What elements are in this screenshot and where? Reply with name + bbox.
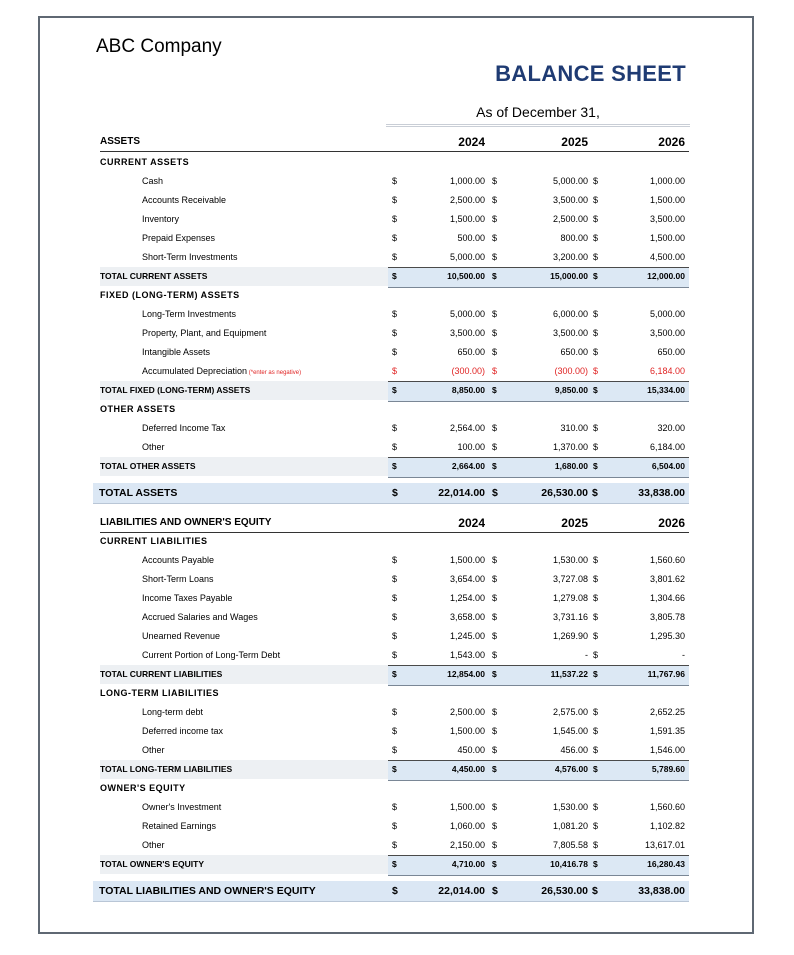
line-item-label: Income Taxes Payable bbox=[142, 593, 233, 603]
currency-symbol: $ bbox=[593, 385, 598, 395]
line-item-label: Retained Earnings bbox=[142, 821, 217, 831]
line-item bbox=[100, 798, 689, 817]
subtotal-label: TOTAL OWNER'S EQUITY bbox=[100, 859, 205, 869]
currency-symbol: $ bbox=[392, 461, 397, 471]
currency-symbol: $ bbox=[492, 593, 498, 603]
currency-symbol: $ bbox=[392, 309, 398, 319]
amount-value: 2,652.25 bbox=[649, 707, 685, 717]
amount-value: 450.00 bbox=[457, 745, 485, 755]
line-item-label: Accrued Salaries and Wages bbox=[142, 612, 258, 622]
currency-symbol: $ bbox=[492, 233, 498, 243]
amount-value: 100.00 bbox=[457, 442, 485, 452]
currency-symbol: $ bbox=[593, 555, 599, 565]
year-header: 2024 bbox=[458, 135, 485, 149]
currency-symbol: $ bbox=[392, 593, 398, 603]
currency-symbol: $ bbox=[593, 461, 598, 471]
currency-symbol: $ bbox=[593, 707, 599, 717]
currency-symbol: $ bbox=[392, 176, 398, 186]
amount-value: 1,500.00 bbox=[449, 726, 485, 736]
amount-value: 6,184.00 bbox=[649, 366, 685, 376]
currency-symbol: $ bbox=[593, 612, 599, 622]
currency-symbol: $ bbox=[392, 859, 397, 869]
grand-total-row bbox=[93, 881, 689, 902]
subtotal-value: 12,854.00 bbox=[447, 669, 485, 679]
amount-value: 1,370.00 bbox=[552, 442, 588, 452]
subsection-label: LONG-TERM LIABILITIES bbox=[100, 688, 219, 698]
line-item bbox=[100, 722, 689, 741]
subsection-title bbox=[100, 684, 689, 703]
amount-value: 1,269.90 bbox=[552, 631, 588, 641]
subtotal-label: TOTAL CURRENT LIABILITIES bbox=[100, 669, 223, 679]
amount-value: 1,500.00 bbox=[649, 233, 685, 243]
amount-value: 2,575.00 bbox=[552, 707, 588, 717]
currency-symbol: $ bbox=[492, 885, 498, 897]
subtotal-value: 8,850.00 bbox=[451, 385, 485, 395]
currency-symbol: $ bbox=[593, 271, 598, 281]
amount-value: 1,060.00 bbox=[449, 821, 485, 831]
subsection-title bbox=[100, 779, 689, 798]
amount-value: (300.00) bbox=[554, 366, 588, 376]
line-item bbox=[100, 438, 689, 457]
subtotal-value: 10,500.00 bbox=[447, 271, 485, 281]
subtotal-row bbox=[100, 267, 689, 286]
amount-value: 1,500.00 bbox=[449, 802, 485, 812]
subtotal-label: TOTAL LONG-TERM LIABILITIES bbox=[100, 764, 233, 774]
amount-value: 7,805.58 bbox=[552, 840, 588, 850]
line-item-label: Property, Plant, and Equipment bbox=[142, 328, 267, 338]
currency-symbol: $ bbox=[492, 821, 498, 831]
subtotal-value: 11,767.96 bbox=[647, 669, 685, 679]
grand-total-value: 33,838.00 bbox=[638, 885, 685, 897]
line-item-label: Unearned Revenue bbox=[142, 631, 221, 641]
line-item bbox=[100, 570, 689, 589]
amount-value: 3,658.00 bbox=[449, 612, 485, 622]
line-item-label: Accumulated Depreciation (*enter as negative) bbox=[142, 366, 302, 376]
currency-symbol: $ bbox=[492, 840, 498, 850]
amount-value: 3,727.08 bbox=[552, 574, 588, 584]
currency-symbol: $ bbox=[392, 885, 398, 897]
subtotal-fill bbox=[388, 665, 689, 686]
line-item bbox=[100, 362, 689, 381]
grand-total-value: 26,530.00 bbox=[541, 885, 588, 897]
currency-symbol: $ bbox=[392, 233, 398, 243]
amount-value: 800.00 bbox=[560, 233, 588, 243]
currency-symbol: $ bbox=[392, 328, 398, 338]
currency-symbol: $ bbox=[593, 574, 599, 584]
amount-value: 2,500.00 bbox=[552, 214, 588, 224]
line-item-label: Owner's Investment bbox=[142, 802, 222, 812]
line-item-label: Long-term debt bbox=[142, 707, 204, 717]
amount-value: 3,801.62 bbox=[649, 574, 685, 584]
line-item bbox=[100, 589, 689, 608]
line-item-label: Prepaid Expenses bbox=[142, 233, 216, 243]
amount-value: 3,500.00 bbox=[449, 328, 485, 338]
currency-symbol: $ bbox=[492, 631, 498, 641]
currency-symbol: $ bbox=[492, 442, 498, 452]
currency-symbol: $ bbox=[392, 366, 398, 376]
amount-value: 2,150.00 bbox=[449, 840, 485, 850]
subtotal-label: TOTAL FIXED (LONG-TERM) ASSETS bbox=[100, 385, 251, 395]
subtotal-label: TOTAL OTHER ASSETS bbox=[100, 461, 196, 471]
grand-total-value: 33,838.00 bbox=[638, 487, 685, 499]
amount-value: 13,617.01 bbox=[644, 840, 685, 850]
currency-symbol: $ bbox=[392, 840, 398, 850]
subtotal-fill bbox=[388, 267, 689, 288]
subtotal-value: 2,664.00 bbox=[451, 461, 485, 471]
line-item bbox=[100, 741, 689, 760]
currency-symbol: $ bbox=[392, 669, 397, 679]
currency-symbol: $ bbox=[593, 631, 599, 641]
amount-value: 5,000.00 bbox=[449, 252, 485, 262]
amount-value: 1,560.60 bbox=[649, 802, 685, 812]
currency-symbol: $ bbox=[593, 821, 599, 831]
subtotal-value: 11,537.22 bbox=[550, 669, 588, 679]
currency-symbol: $ bbox=[593, 840, 599, 850]
currency-symbol: $ bbox=[392, 650, 398, 660]
year-header: 2026 bbox=[658, 516, 685, 530]
liabilities-header bbox=[100, 511, 689, 533]
currency-symbol: $ bbox=[593, 195, 599, 205]
currency-symbol: $ bbox=[492, 612, 498, 622]
line-item bbox=[100, 551, 689, 570]
subtotal-fill bbox=[388, 855, 689, 876]
line-item bbox=[100, 836, 689, 855]
subsection-title bbox=[100, 532, 689, 551]
year-header: 2025 bbox=[561, 135, 588, 149]
amount-value: 650.00 bbox=[457, 347, 485, 357]
currency-symbol: $ bbox=[492, 328, 498, 338]
amount-value: 3,500.00 bbox=[649, 328, 685, 338]
currency-symbol: $ bbox=[593, 309, 599, 319]
subsection-label: OWNER'S EQUITY bbox=[100, 783, 186, 793]
currency-symbol: $ bbox=[392, 423, 398, 433]
currency-symbol: $ bbox=[392, 271, 397, 281]
currency-symbol: $ bbox=[392, 612, 398, 622]
amount-value: 6,000.00 bbox=[552, 309, 588, 319]
currency-symbol: $ bbox=[392, 745, 398, 755]
line-item bbox=[100, 172, 689, 191]
amount-value: 500.00 bbox=[457, 233, 485, 243]
currency-symbol: $ bbox=[392, 726, 398, 736]
currency-symbol: $ bbox=[593, 214, 599, 224]
amount-value: 5,000.00 bbox=[649, 309, 685, 319]
currency-symbol: $ bbox=[392, 347, 398, 357]
amount-value: 3,500.00 bbox=[552, 195, 588, 205]
as-of-date: As of December 31, bbox=[386, 104, 690, 127]
currency-symbol: $ bbox=[492, 707, 498, 717]
subtotal-value: 4,576.00 bbox=[554, 764, 588, 774]
amount-value: 1,530.00 bbox=[552, 555, 588, 565]
amount-value: 650.00 bbox=[560, 347, 588, 357]
subtotal-fill bbox=[388, 760, 689, 781]
amount-value: 2,500.00 bbox=[449, 707, 485, 717]
negative-note: (*enter as negative) bbox=[247, 370, 302, 376]
currency-symbol: $ bbox=[492, 195, 498, 205]
amount-value: 2,500.00 bbox=[449, 195, 485, 205]
currency-symbol: $ bbox=[592, 885, 598, 897]
currency-symbol: $ bbox=[592, 487, 598, 499]
currency-symbol: $ bbox=[392, 195, 398, 205]
currency-symbol: $ bbox=[492, 271, 497, 281]
subtotal-value: 10,416.78 bbox=[550, 859, 588, 869]
line-item-label: Other bbox=[142, 745, 165, 755]
currency-symbol: $ bbox=[593, 593, 599, 603]
amount-value: 5,000.00 bbox=[449, 309, 485, 319]
currency-symbol: $ bbox=[593, 669, 598, 679]
currency-symbol: $ bbox=[392, 821, 398, 831]
line-item-label: Accounts Payable bbox=[142, 555, 215, 565]
subsection-title bbox=[100, 400, 689, 419]
line-item-label: Other bbox=[142, 840, 165, 850]
amount-value: 1,500.00 bbox=[449, 214, 485, 224]
currency-symbol: $ bbox=[593, 252, 599, 262]
amount-value: 1,254.00 bbox=[449, 593, 485, 603]
year-header: 2025 bbox=[561, 516, 588, 530]
amount-value: 1,304.66 bbox=[649, 593, 685, 603]
currency-symbol: $ bbox=[593, 745, 599, 755]
currency-symbol: $ bbox=[392, 802, 398, 812]
line-item bbox=[100, 210, 689, 229]
currency-symbol: $ bbox=[492, 555, 498, 565]
currency-symbol: $ bbox=[492, 309, 498, 319]
line-item-label: Short-Term Loans bbox=[142, 574, 214, 584]
amount-value: 1,500.00 bbox=[449, 555, 485, 565]
amount-value: 3,200.00 bbox=[552, 252, 588, 262]
currency-symbol: $ bbox=[392, 764, 397, 774]
currency-symbol: $ bbox=[593, 423, 599, 433]
currency-symbol: $ bbox=[593, 347, 599, 357]
amount-value: 650.00 bbox=[657, 347, 685, 357]
currency-symbol: $ bbox=[492, 423, 498, 433]
subtotal-row bbox=[100, 457, 689, 476]
amount-value: 1,295.30 bbox=[649, 631, 685, 641]
amount-value: 1,560.60 bbox=[649, 555, 685, 565]
grand-total-value: 22,014.00 bbox=[438, 885, 485, 897]
currency-symbol: $ bbox=[392, 487, 398, 499]
currency-symbol: $ bbox=[593, 650, 599, 660]
line-item-label: Intangible Assets bbox=[142, 347, 211, 357]
amount-value: 2,564.00 bbox=[449, 423, 485, 433]
amount-value: 1,081.20 bbox=[552, 821, 588, 831]
amount-value: 3,731.16 bbox=[552, 612, 588, 622]
currency-symbol: $ bbox=[593, 859, 598, 869]
amount-value: 3,500.00 bbox=[552, 328, 588, 338]
currency-symbol: $ bbox=[492, 650, 498, 660]
currency-symbol: $ bbox=[392, 555, 398, 565]
company-name: ABC Company bbox=[96, 36, 222, 57]
amount-value: 310.00 bbox=[560, 423, 588, 433]
page-title: BALANCE SHEET bbox=[495, 61, 686, 86]
amount-value: 1,500.00 bbox=[649, 195, 685, 205]
line-item bbox=[100, 608, 689, 627]
grand-total-label: TOTAL ASSETS bbox=[99, 487, 178, 499]
amount-value: - bbox=[585, 650, 588, 660]
subsection-label: OTHER ASSETS bbox=[100, 404, 176, 414]
line-item bbox=[100, 229, 689, 248]
subtotal-fill bbox=[388, 457, 689, 478]
currency-symbol: $ bbox=[492, 366, 498, 376]
grand-total-label: TOTAL LIABILITIES AND OWNER'S EQUITY bbox=[99, 885, 316, 897]
subtotal-row bbox=[100, 760, 689, 779]
line-item bbox=[100, 305, 689, 324]
line-item-label: Deferred income tax bbox=[142, 726, 224, 736]
currency-symbol: $ bbox=[492, 859, 497, 869]
line-item-label: Other bbox=[142, 442, 165, 452]
amount-value: 6,184.00 bbox=[649, 442, 685, 452]
currency-symbol: $ bbox=[593, 442, 599, 452]
line-item-label: Cash bbox=[142, 176, 164, 186]
amount-value: 1,530.00 bbox=[552, 802, 588, 812]
line-item bbox=[100, 627, 689, 646]
currency-symbol: $ bbox=[392, 707, 398, 717]
currency-symbol: $ bbox=[492, 726, 498, 736]
line-item bbox=[100, 817, 689, 836]
amount-value: 1,279.08 bbox=[552, 593, 588, 603]
subtotal-value: 15,334.00 bbox=[647, 385, 685, 395]
line-item-label: Inventory bbox=[142, 214, 180, 224]
currency-symbol: $ bbox=[492, 461, 497, 471]
line-item bbox=[100, 248, 689, 267]
year-header: 2024 bbox=[458, 516, 485, 530]
currency-symbol: $ bbox=[392, 385, 397, 395]
currency-symbol: $ bbox=[593, 233, 599, 243]
section-header-label: LIABILITIES AND OWNER'S EQUITY bbox=[100, 517, 272, 528]
subtotal-row bbox=[100, 381, 689, 400]
currency-symbol: $ bbox=[392, 574, 398, 584]
currency-symbol: $ bbox=[392, 252, 398, 262]
amount-value: 456.00 bbox=[560, 745, 588, 755]
currency-symbol: $ bbox=[492, 669, 497, 679]
currency-symbol: $ bbox=[492, 574, 498, 584]
line-item bbox=[100, 703, 689, 722]
currency-symbol: $ bbox=[392, 214, 398, 224]
subtotal-value: 15,000.00 bbox=[550, 271, 588, 281]
grand-total-row bbox=[93, 483, 689, 504]
currency-symbol: $ bbox=[492, 802, 498, 812]
subtotal-value: 6,504.00 bbox=[651, 461, 685, 471]
subtotal-row bbox=[100, 855, 689, 874]
currency-symbol: $ bbox=[492, 347, 498, 357]
currency-symbol: $ bbox=[593, 366, 599, 376]
amount-value: 5,000.00 bbox=[552, 176, 588, 186]
line-item-label: Long-Term Investments bbox=[142, 309, 237, 319]
line-item-label: Accounts Receivable bbox=[142, 195, 227, 205]
amount-value: 1,102.82 bbox=[649, 821, 685, 831]
assets-header bbox=[100, 130, 689, 152]
currency-symbol: $ bbox=[593, 802, 599, 812]
line-item bbox=[100, 343, 689, 362]
amount-value: 3,805.78 bbox=[649, 612, 685, 622]
subtotal-fill bbox=[388, 381, 689, 402]
line-item-label: Current Portion of Long-Term Debt bbox=[142, 650, 281, 660]
currency-symbol: $ bbox=[392, 442, 398, 452]
amount-value: 1,245.00 bbox=[449, 631, 485, 641]
amount-value: 3,500.00 bbox=[649, 214, 685, 224]
currency-symbol: $ bbox=[492, 487, 498, 499]
subtotal-value: 5,789.60 bbox=[651, 764, 685, 774]
currency-symbol: $ bbox=[593, 328, 599, 338]
subtotal-value: 1,680.00 bbox=[554, 461, 588, 471]
subsection-label: FIXED (LONG-TERM) ASSETS bbox=[100, 290, 240, 300]
currency-symbol: $ bbox=[593, 176, 599, 186]
year-header: 2026 bbox=[658, 135, 685, 149]
subtotal-value: 12,000.00 bbox=[647, 271, 685, 281]
subsection-label: CURRENT ASSETS bbox=[100, 157, 190, 167]
subtotal-value: 4,450.00 bbox=[451, 764, 485, 774]
currency-symbol: $ bbox=[593, 726, 599, 736]
subtotal-value: 4,710.00 bbox=[451, 859, 485, 869]
currency-symbol: $ bbox=[492, 252, 498, 262]
currency-symbol: $ bbox=[492, 385, 497, 395]
subtotal-label: TOTAL CURRENT ASSETS bbox=[100, 271, 208, 281]
line-item-label: Short-Term Investments bbox=[142, 252, 238, 262]
line-item bbox=[100, 191, 689, 210]
grand-total-value: 22,014.00 bbox=[438, 487, 485, 499]
amount-value: - bbox=[682, 650, 685, 660]
subsection-title bbox=[100, 286, 689, 305]
currency-symbol: $ bbox=[593, 764, 598, 774]
amount-value: 1,546.00 bbox=[649, 745, 685, 755]
currency-symbol: $ bbox=[492, 745, 498, 755]
amount-value: 320.00 bbox=[657, 423, 685, 433]
grand-total-value: 26,530.00 bbox=[541, 487, 588, 499]
line-item bbox=[100, 646, 689, 665]
amount-value: 1,000.00 bbox=[649, 176, 685, 186]
subtotal-value: 16,280.43 bbox=[647, 859, 685, 869]
amount-value: 1,543.00 bbox=[449, 650, 485, 660]
amount-value: 3,654.00 bbox=[449, 574, 485, 584]
subtotal-value: 9,850.00 bbox=[554, 385, 588, 395]
currency-symbol: $ bbox=[492, 176, 498, 186]
amount-value: 4,500.00 bbox=[649, 252, 685, 262]
line-item bbox=[100, 324, 689, 343]
currency-symbol: $ bbox=[492, 764, 497, 774]
line-item bbox=[100, 419, 689, 438]
subsection-title bbox=[100, 153, 689, 172]
amount-value: 1,591.35 bbox=[649, 726, 685, 736]
currency-symbol: $ bbox=[392, 631, 398, 641]
amount-value: 1,000.00 bbox=[449, 176, 485, 186]
amount-value: (300.00) bbox=[451, 366, 485, 376]
subtotal-row bbox=[100, 665, 689, 684]
line-item-label: Deferred Income Tax bbox=[142, 423, 226, 433]
section-header-label: ASSETS bbox=[100, 136, 141, 147]
currency-symbol: $ bbox=[492, 214, 498, 224]
amount-value: 1,545.00 bbox=[552, 726, 588, 736]
subsection-label: CURRENT LIABILITIES bbox=[100, 536, 208, 546]
